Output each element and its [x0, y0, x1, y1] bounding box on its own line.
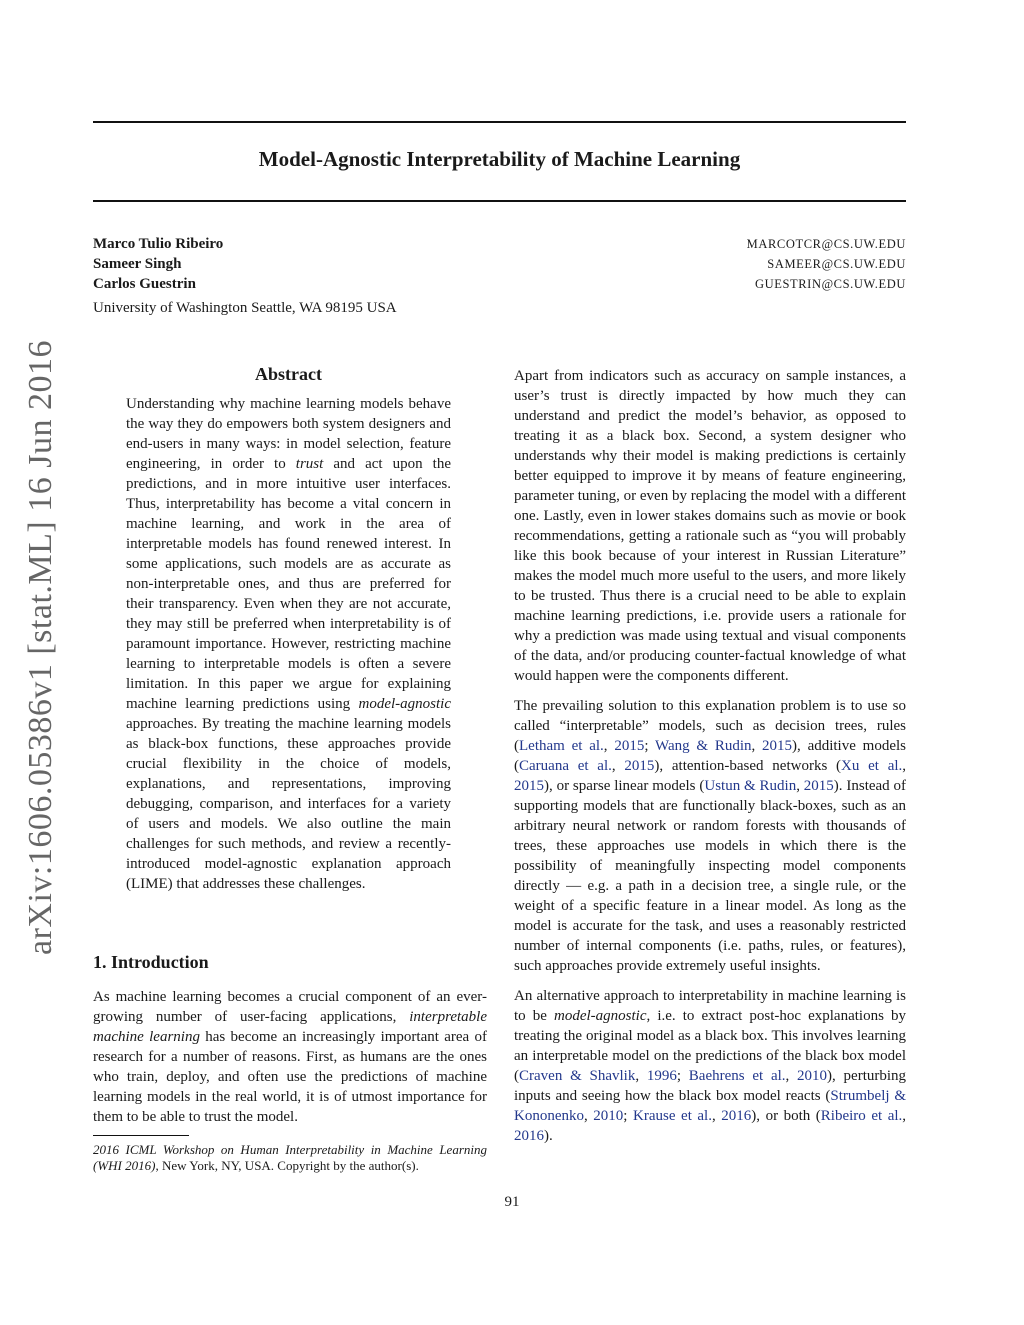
body-paragraph — [514, 986, 906, 1146]
text-run: , — [611, 758, 625, 774]
author-row — [93, 234, 906, 254]
text-run: Apart from indicators such as accuracy on sample instances, a user’s trust is directly impacted by how much they can understand and predict the model’s behavior, as opposed to treating it as a black box. Second, a system designer who understands why their model is making predictions is certainly better equipped to improve it by means of feature engineering, parameter tuning, or even by replacing the model with a different one. Lastly, even in lower stakes domains such as movie or book recommendations, getting a rationale such as “you will probably like this book because of your interest in Russian Literature” makes the model much more useful to the users, and more likely to be trusted. Thus there is a crucial need to be able to explain machine learning predictions, i.e. provide users a rationale for why a prediction was made using textual and visual components of the data, and/or producing counter-factual knowledge of what would happen were the components different. — [514, 368, 906, 684]
citation-link[interactable]: Ustun & Rudin — [704, 778, 797, 794]
citation-link[interactable]: Strumbelj & Kononenko — [514, 1088, 906, 1124]
text-run: ; — [644, 738, 655, 754]
title-bottom-rule — [93, 200, 906, 202]
citation-link[interactable]: 2015 — [614, 738, 645, 754]
citation-link[interactable]: 2010 — [797, 1068, 828, 1084]
footnote-rule — [93, 1135, 189, 1136]
text-run: ), perturbing inputs and seeing how the black box model reacts ( — [514, 1068, 907, 1104]
page-number: 91 — [504, 1194, 520, 1210]
author-name: Marco Tulio Ribeiro — [93, 236, 224, 252]
text-run: An alternative approach to interpretability in machine learning is to be — [514, 988, 906, 1024]
abstract-section — [126, 364, 451, 894]
affiliation: University of Washington Seattle, WA 98195 USA — [93, 300, 397, 316]
text-run: , — [584, 1108, 594, 1124]
text-run: , New York, NY, USA. Copyright by the author(s). — [155, 1158, 419, 1173]
text-run: ), or both ( — [751, 1108, 821, 1124]
abstract-text — [126, 394, 451, 894]
text-run: and act upon the predictions, and in more intuitive user interfaces. Thus, interpretability has become a vital concern in machine learning, and work in the area of interpretable models has found renewed interest. In some applications, such models are as accurate as non-interpretable ones, and thus are preferred for their transparency. Even when they are not accurate, they may still be preferred when interpretability is of paramount importance. However, restricting machine learning to interpretable models is often a severe limitation. In this paper we argue for explaining machine learning predictions using — [126, 456, 451, 712]
author-row — [93, 254, 906, 274]
emphasized-text: model-agnostic — [554, 1008, 647, 1024]
text-run: , — [796, 778, 804, 794]
text-run: , — [902, 1108, 907, 1124]
footnote-text — [93, 1142, 487, 1174]
text-run: , — [635, 1068, 647, 1084]
text-run: , — [902, 758, 907, 774]
emphasized-text: 2016 ICML Workshop on Human Interpretability in Machine Learning (WHI 2016) — [93, 1142, 487, 1173]
text-run: ), additive models ( — [514, 738, 906, 774]
citation-link[interactable]: Krause et al. — [633, 1108, 712, 1124]
citation-link[interactable]: 2010 — [593, 1108, 624, 1124]
author-name: Carlos Guestrin — [93, 276, 196, 292]
emphasized-text: trust — [295, 456, 324, 472]
text-run: The prevailing solution to this explanation problem is to use so called “interpretable” models, such as decision trees, rules ( — [514, 698, 906, 754]
top-rule — [93, 121, 906, 123]
right-column — [514, 366, 906, 1156]
body-paragraph — [514, 696, 906, 976]
text-run: approaches. By treating the machine learning models as black-box functions, these approaches provide crucial flexibility in the choice of models, explanations, and representations, improving debugging, comparison, and interfaces for a variety of users and models. We also outline the main challenges for such methods, and review a recently-introduced model-agnostic explanation approach (LIME) that addresses these challenges. — [126, 716, 451, 892]
paper-title: Model-Agnostic Interpretability of Machine Learning — [258, 147, 741, 171]
abstract-heading: Abstract — [255, 364, 322, 384]
text-run: ). Instead of supporting models that are functionally black-boxes, such as an arbitrary neural network or random forests with thousands of trees, these approaches use models in which there is the possibility of meaningfully inspecting model components directly — e.g. a path in a decision tree, a single rule, or the weight of a specific feature in a linear model. As long as the model is accurate for the task, and uses a reasonably restricted number of internal components (i.e. paths, rules, or features), such approaches provide extremely useful insights. — [514, 778, 907, 974]
citation-link[interactable]: 2015 — [803, 778, 834, 794]
footnote — [93, 1135, 487, 1174]
citation-link[interactable]: Craven & Shavlik — [519, 1068, 636, 1084]
introduction-section — [93, 952, 487, 1127]
citation-link[interactable]: Letham et al. — [519, 738, 604, 754]
introduction-heading: 1. Introduction — [93, 952, 209, 972]
text-run: , — [711, 1108, 722, 1124]
text-run: , — [751, 738, 763, 754]
author-email: GUESTRIN@CS.UW.EDU — [754, 277, 906, 291]
text-run: ). — [544, 1128, 553, 1144]
text-run: has become an increasingly important area of research for a number of reasons. First, as humans are the ones who train, deploy, and often use the predictions of machine learning models in the real world, it is of utmost importance for them to be able to trust the model. — [93, 1029, 487, 1125]
citation-link[interactable]: 2015 — [624, 758, 655, 774]
text-run: , i.e. to extract post-hoc explanations by treating the original model as a black box. This involves learning an interpretable model on the predictions of the black box model ( — [514, 1008, 906, 1084]
body-paragraph — [514, 366, 906, 686]
introduction-paragraph — [93, 987, 487, 1127]
author-name: Sameer Singh — [93, 256, 182, 272]
citation-link[interactable]: 2015 — [514, 778, 544, 794]
author-email: MARCOTCR@CS.UW.EDU — [746, 237, 906, 251]
text-run: , — [785, 1068, 798, 1084]
emphasized-text: interpretable machine learning — [93, 1009, 487, 1045]
citation-link[interactable]: Ribeiro et al. — [820, 1108, 903, 1124]
author-email: SAMEER@CS.UW.EDU — [767, 257, 906, 271]
citation-link[interactable]: Wang & Rudin — [655, 738, 752, 754]
arxiv-stamp: arXiv:1606.05386v1 [stat.ML] 16 Jun 2016 — [22, 340, 59, 955]
text-run: ; — [676, 1068, 689, 1084]
citation-link[interactable]: Caruana et al. — [519, 758, 612, 774]
text-run: Understanding why machine learning models behave the way they do empowers both system designers and end-users in many ways: in model selection, feature engineering, in order to — [126, 396, 451, 472]
author-block — [93, 234, 906, 318]
text-run: ; — [623, 1108, 634, 1124]
citation-link[interactable]: 1996 — [646, 1068, 677, 1084]
citation-link[interactable]: 2016 — [514, 1128, 544, 1144]
text-run: ), or sparse linear models ( — [544, 778, 705, 794]
text-run: ), attention-based networks ( — [654, 758, 842, 774]
author-row — [93, 274, 906, 294]
text-run: As machine learning becomes a crucial component of an ever-growing number of user-facing applications, — [93, 989, 487, 1025]
citation-link[interactable]: Xu et al. — [841, 758, 903, 774]
citation-link[interactable]: Baehrens et al. — [688, 1068, 786, 1084]
emphasized-text: model-agnostic — [358, 696, 451, 712]
citation-link[interactable]: 2015 — [762, 738, 793, 754]
citation-link[interactable]: 2016 — [721, 1108, 752, 1124]
text-run: , — [603, 738, 615, 754]
